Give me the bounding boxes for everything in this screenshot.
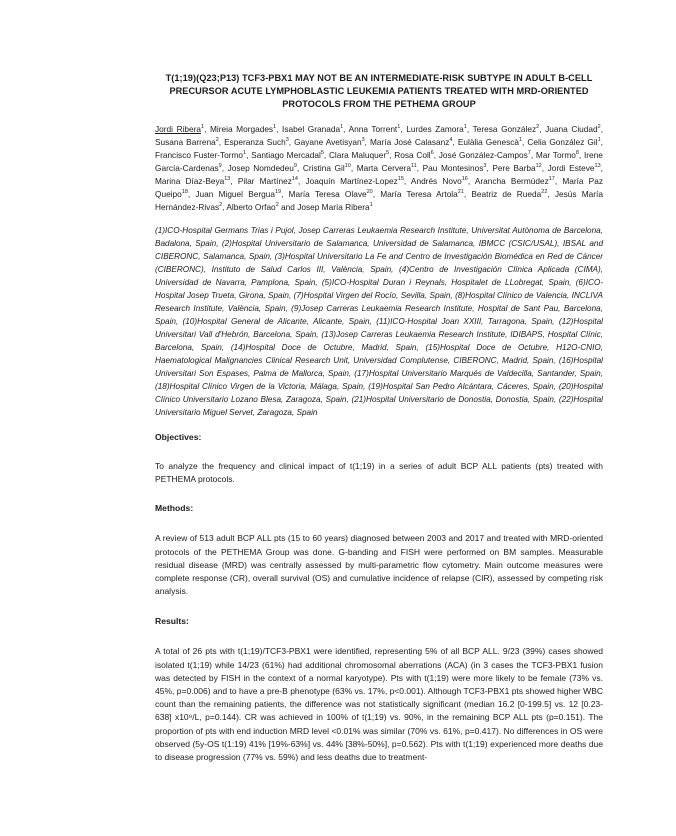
author-affiliation-number: 9 [218, 163, 222, 170]
author-affiliation-number: 10 [344, 163, 351, 170]
author-name: Celia González Gil [527, 137, 598, 147]
author-affiliation-number: 13 [224, 176, 231, 183]
author-name: Gayane Avetisyan [294, 137, 362, 147]
author-name: Juana Ciudad [545, 124, 598, 134]
author [210, 124, 276, 134]
author [536, 150, 579, 160]
author [406, 124, 467, 134]
author-name: Joaquín Martínez-Lopez [305, 176, 398, 186]
author [548, 163, 601, 173]
author-affiliation-number: 2 [215, 137, 219, 144]
author [423, 163, 487, 173]
author-name: María Teresa Olave [288, 189, 367, 199]
author-affiliation-number: 2 [597, 124, 601, 131]
author-name: Isabel Granada [282, 124, 341, 134]
author-affiliation-number: 4 [449, 137, 453, 144]
affiliations: (1)ICO-Hospital Germans Trias i Pujol, Josep Carreras Leukaemia Research Institute, Universitat Autònoma de Barcelona, Badalona, Spain, (2)Hospital Universitario de Salamanca, Universidad de Salamanca, IBMCC (CSIC/USAL), IBSAL and CIBERONC, Salamanca, Spain, (3)Hospital Universitario La Fe and Centro de Investigación Biomédica en Red de Cáncer (CIBERONC), Instituto de Salud Carlos III, València, Spain, (4)Centro de Investigación Clínica Aplicada (CIMA), Universidad de Navarra, Pamplona, Spain, (5)ICO-Hospital Duran i Reynals, Hospitalet de LLobregat, Spain, (6)ICO-Hospital Josep Trueta, Girona, Spain, (7)Hospital Virgen del Rocío, Sevilla, Spain, (8)Hospital Clínico de Valencia, INCLIVA Research Institute, València, Spain, (9)Josep Carreras Leukaemia Research Institute, Hospital de Sant Pau, Barcelona, Spain, (10)Hospital General de Alicante, Alicante, Spain, (11)ICO-Hospital Joan XXIII, Tarragona, Spain, (12)Hospital Universitari Vall d'Hebrón, Barcelona, Spain, (13)Josep Carreras Leukaemia Research Institute, IDIBAPS, Hospital Clínic, Barcelona, Spain, (14)Hospital Doce de Octubre, Madrid, Spain, (15)Hospital Doce de Octubre, H12O-CNIO, Haematological Malignancies Clinical Research Unit, Universidad Complutense, CIBERONC, Madrid, Spain, (16)Hospital Universitari Son Espases, Palma de Mallorca, Spain, (17)Hospital Universitario Marqués de Valdecilla, Santander, Spain, (18)Hospital Clínico Virgen de la Victoria, Málaga, Spain, (19)Hospital San Pedro Alcántara, Cáceres, Spain, (20)Hospital Clínico Universitario Lozano Blesa, Zaragoza, Spain, (21)Hospital Universitario de Donostia, Donostia, Spain, (22)Hospital Universitario Miguel Servet, Zaragoza, Spain [155, 226, 603, 417]
author-name: Eulàlia Genescà [457, 137, 519, 147]
author-affiliation-number: 5 [386, 150, 390, 157]
methods-heading: Methods: [155, 503, 194, 514]
author-affiliation-number: 22 [541, 189, 548, 196]
author [228, 163, 297, 173]
abstract-page [155, 72, 603, 764]
author [305, 176, 403, 186]
author-name: Anna Torrent [348, 124, 398, 134]
author-affiliation-number: 5 [320, 150, 324, 157]
author-name: Marta Cervera [356, 163, 412, 173]
author [380, 189, 464, 199]
author-name: Jordi Ribera [155, 124, 202, 134]
author-affiliation-number: 2 [536, 124, 540, 131]
author [492, 163, 541, 173]
author-name: Esperanza Such [224, 137, 286, 147]
author-affiliation-number: 1 [243, 150, 247, 157]
author [370, 137, 452, 147]
author-affiliation-number: 1 [340, 124, 344, 131]
author-name: Josep Nomdedeu [227, 163, 294, 173]
author-name: Cristina Gil [302, 163, 345, 173]
author-affiliation-number: 9 [293, 163, 297, 170]
author [224, 137, 289, 147]
author-name: Alberto Orfao [226, 202, 276, 212]
author-name: María José Calasanz [370, 137, 450, 147]
author-affiliation-number: 3 [361, 137, 365, 144]
author-affiliation-number: 1 [463, 124, 467, 131]
author [545, 124, 601, 134]
author [289, 189, 373, 199]
author-name: Susana Barrena [155, 137, 216, 147]
author-name: Andrés Novo [410, 176, 462, 186]
author [394, 150, 433, 160]
author [439, 150, 531, 160]
author-name: Lurdes Zamora [406, 124, 464, 134]
author-name: Jordi Esteve [547, 163, 595, 173]
author-affiliation-number: 1 [518, 137, 523, 144]
author-affiliation-number: 17 [548, 176, 555, 183]
author-affiliation-number: 15 [397, 176, 404, 183]
author [238, 176, 298, 186]
author-name: Rosa Coll [394, 150, 431, 160]
author-affiliation-number: 1 [397, 124, 401, 131]
author-affiliation-number: 20 [366, 189, 373, 196]
author-affiliation-number: 12 [535, 163, 542, 170]
author-name: Pere Barba [492, 163, 536, 173]
author-name: Pau Montesinos [422, 163, 484, 173]
author-name: María Paz Queipo [155, 176, 603, 199]
author-affiliation-number: 1 [597, 137, 601, 144]
author [357, 163, 417, 173]
author [458, 137, 522, 147]
author-name: José González-Campos [438, 150, 528, 160]
author [303, 163, 351, 173]
abstract-title: T(1;19)(Q23;P13) TCF3-PBX1 MAY NOT BE AN INTERMEDIATE-RISK SUBTYPE IN ADULT B-CELL PRECURSOR ACUTE LYMPHOBLASTIC LEUKEMIA PATIENTS TREATED WITH MRD-ORIENTED PROTOCOLS FROM THE PETHEMA GROUP [165, 73, 593, 109]
author [473, 124, 540, 134]
author-affiliation-number: 3 [285, 137, 289, 144]
author-name: Mireia Morgades [210, 124, 274, 134]
author [195, 189, 281, 199]
author [155, 137, 219, 147]
author [411, 176, 468, 186]
author [471, 189, 547, 199]
author-name: Juan Miguel Bergua [195, 189, 275, 199]
author-name: Josep María Ribera [297, 202, 370, 212]
author-affiliation-number: 2 [275, 202, 279, 209]
results-text: A total of 26 pts with t(1;19)/TCF3-PBX1 were identified, representing 5% of all BCP ALL. 9/23 (39%) cases showed isolated t(1;19) while 14/23 (61%) had additional chromosomal aberrations (ACA) (in 3 cases the TCF3-PBX1 fusion was detected by FISH in the context of a normal karyotype). Pts with t(1;19) were more likely to be female (73% vs. 45%, p=0.006) and to have a pre-B phenotype (63% vs. 17%, p<0.001). Although TCF3-PBX1 pts showed higher WBC count than the remaining patients, the difference was not statistically significant (median 16.2 [0-199.5] vs. 12 [0.23-638] x10⁹/L, p=0.144). CR was achieved in 100% of t(1;19) vs. 90%, in the remaining BCP ALL pts (p=0.151). The proportion of pts with end induction MRD level <0.01% was similar (70% vs. 61%, p=0.417). No differences in OS were observed (5y-OS t(1:19) 41% [19%-63%] vs. 44% [38%-50%], p=0.562). Pts with t(1;19) experienced more deaths due to disease progression (77% vs. 59%) and less deaths due to treatment- [155, 646, 603, 763]
author-affiliation-number: 2 [219, 202, 223, 209]
author [329, 150, 389, 160]
author-affiliation-number: 8 [575, 150, 579, 157]
author [155, 124, 204, 134]
author [475, 176, 555, 186]
author-affiliation-number: 18 [181, 189, 188, 196]
author-name: Clara Maluquer [328, 150, 387, 160]
author [349, 124, 401, 134]
author-name: Arancha Bermúdez [474, 176, 549, 186]
results-heading: Results: [155, 616, 189, 627]
author-name: Pilar Martínez [237, 176, 292, 186]
author-name: Irene García-Cardenas [155, 150, 603, 173]
author [226, 202, 278, 212]
author-name: Teresa González [472, 124, 537, 134]
author [155, 176, 230, 186]
author-name: Francisco Fuster-Tormo [155, 150, 244, 160]
author-affiliation-number: 3 [483, 163, 487, 170]
author [282, 124, 343, 134]
author-affiliation-number: 1 [201, 124, 205, 131]
author-affiliation-number: 14 [291, 176, 298, 183]
author-affiliation-number: 6 [430, 150, 434, 157]
objectives-heading: Objectives: [155, 432, 202, 442]
author-name: Jesús María Hernández-Rivas [155, 189, 603, 212]
author-affiliation-number: 19 [274, 189, 282, 196]
author-list: Jordi Ribera$^1$, Mireia Morgades$^1$, Isabel Granada$^1$, Anna Torrent$^1$, Lurdes Zamora$^1$, Teresa González$^2$, Juana Ciudad$^2$, Susana Barrena$^2$, Esperanza Such$^3$, Gayane Avetisyan$^3$, María José Calasanz$^4$, Eulàlia Genescà$^1$, Celia González Gil$^1$, Francisco Fuster-Tormo$^1$, Santiago Mercadal$^5$, Clara Maluquer$^5$, Rosa Coll$^6$, José González-Campos$^7$, Mar Tormo$^8$, Irene García-Cardenas$^9$, Josep Nomdedeu$^9$, Cristina Gil$^{10}$, Marta Cervera$^{11}$, Pau Montesinos$^3$, Pere Barba$^{12}$, Jordi Esteve$^{13}$, Marina Díaz-Beya$^{13}$, Pilar Martínez$^{14}$, Joaquín Martínez-Lopez$^{15}$, Andrés Novo$^{16}$, Arancha Bermúdez$^{17}$, María Paz Queipo$^{18}$, Juan Miguel Bergua$^{19}$, María Teresa Olave$^{20}$, María Teresa Artola$^{21}$, Beatriz de Rueda$^{22}$, Jesús María Hernández-Rivas$^2$, Alberto Orfao$^2$ and Josep María Ribera$^1$ [155, 124, 603, 212]
author-affiliation-number: 1 [273, 124, 277, 131]
author-name: Mar Tormo [535, 150, 576, 160]
author-affiliation-number: 11 [411, 163, 417, 170]
author-affiliation-number: 7 [527, 150, 531, 157]
objectives-text: To analyze the frequency and clinical impact of t(1;19) in a series of adult BCP ALL patients (pts) treated with PETHEMA protocols. [155, 461, 603, 485]
author [297, 202, 372, 212]
author-affiliation-number: 21 [457, 189, 464, 196]
author [251, 150, 324, 160]
author-name: Beatriz de Rueda [471, 189, 542, 199]
author-affiliation-number: 1 [369, 202, 373, 209]
author [527, 137, 600, 147]
author-name: Marina Díaz-Beya [155, 176, 225, 186]
author-name: María Teresa Artola [380, 189, 458, 199]
author-affiliation-number: 16 [461, 176, 468, 183]
author-name: Santiago Mercadal [251, 150, 321, 160]
author [155, 150, 246, 160]
author [294, 137, 365, 147]
methods-text: A review of 513 adult BCP ALL pts (15 to 60 years) diagnosed between 2003 and 2017 and treated with MRD-oriented protocols of the PETHEMA Group was done. G-banding and FISH were performed on BM samples. Measurable residual disease (MRD) was centrally assessed by multi-parametric flow cytometry. Main outcome measures were complete response (CR), overall survival (OS) and cumulative incidence of relapse (CIR), assessed by competing risk analysis. [155, 533, 603, 597]
author-affiliation-number: 13 [594, 163, 601, 170]
